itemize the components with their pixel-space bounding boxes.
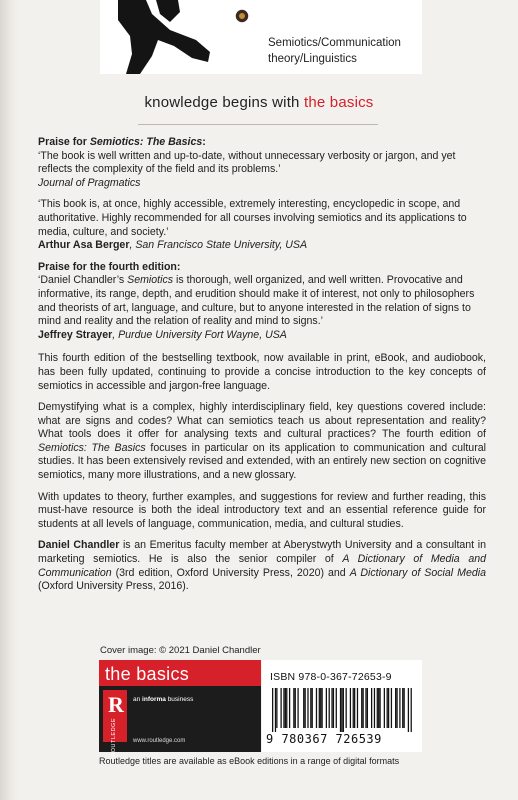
- description-paragraph-3: With updates to theory, further examples, and suggestions for review and further reading, this must-have resource is both the ideal introductory text and an essential reference guide for students at all levels of language, communication, media, and cultural studies.: [38, 490, 486, 530]
- barcode-bar: [320, 688, 321, 728]
- barcode-bar: [319, 688, 320, 728]
- praise-heading-2: Praise for the fourth edition:: [38, 260, 181, 273]
- praise-author-2: Arthur Asa Berger: [38, 239, 130, 252]
- barcode-bar: [305, 688, 306, 728]
- series-branding: [99, 660, 261, 757]
- praise-source-1: Journal of Pragmatics: [38, 176, 141, 189]
- barcode-bar: [286, 688, 287, 728]
- praise-heading-title: Semiotics: The Basics: [89, 136, 203, 148]
- author-name: Daniel Chandler: [38, 539, 120, 552]
- barcode-bar: [280, 688, 281, 728]
- barcode-bar: [329, 688, 330, 728]
- barcode-bar: [346, 688, 347, 728]
- logo-letter: R: [108, 692, 124, 717]
- barcode-bar: [316, 688, 317, 728]
- quote-3-start: ‘Daniel Chandler’s: [38, 274, 128, 287]
- praise-quote-2: ‘This book is, at once, highly accessible, extremely interesting, encyclopedic in scope, and authoritative. Highly recommended for all courses involving semiotics and its applications to media, culture, and society.’: [38, 198, 467, 238]
- barcode-bar: [295, 688, 296, 728]
- barcode-bar: [340, 688, 341, 732]
- routledge-logo-icon: [103, 690, 127, 757]
- barcode-bar: [285, 688, 286, 728]
- barcode-bar: [275, 688, 276, 732]
- barcode-bar: [411, 688, 412, 732]
- barcode-bar: [341, 688, 342, 732]
- barcode-bar: [361, 688, 362, 728]
- praise-quote-3: [38, 274, 486, 328]
- barcode-bar: [307, 688, 308, 728]
- tagline-highlight: the basics: [303, 94, 374, 111]
- barcode-bar: [365, 688, 366, 728]
- barcode-bar: [371, 688, 372, 728]
- author-bio-text-2: (3rd edition, Oxford University Press, 2020) and: [111, 566, 350, 579]
- author-bio-text-1: is an Emeritus faculty member at Aberystwyth University and a consultant in marketing semiotics. He is also the senior compiler of: [38, 539, 486, 566]
- series-title: the basics: [105, 664, 190, 684]
- praise-heading-1: [38, 136, 486, 150]
- quote-3-rest: is thorough, well organized, and well written. Provocative and informative, its range, depth, and erudition should make it of interest, not only to philosophers and theorists of art, language, and culture, but to anyone interested in the relation of signs to mind and reality and the relation of reality and mind to signs.’: [38, 274, 475, 328]
- description-2-rest: focuses in particular on its application to communication and cultural studies. It has been extensively revised and extended, with an entirely new section on cognitive semiotics, many more illustrations, and a new glossary.: [38, 441, 486, 482]
- informa-suffix: business: [165, 696, 194, 703]
- divider: [138, 124, 378, 125]
- description-2-start: Demystifying what is a complex, highly interdisciplinary field, key questions covered include: what are signs and codes? What can semiotics teach us about representation and reality? What tools does it offer for analysing texts and cultural practices? The fourth edition of: [38, 401, 486, 441]
- barcode-bar: [387, 688, 388, 728]
- barcode-bar: [276, 688, 277, 728]
- barcode-bar: [343, 688, 344, 732]
- praise-affiliation-2: , San Francisco State University, USA: [129, 239, 308, 252]
- subject-line-2: theory/Linguistics: [268, 53, 357, 65]
- barcode-bar: [388, 688, 389, 728]
- spine-shadow: [0, 0, 18, 800]
- description-2-title: Semiotics: The Basics: [38, 441, 146, 454]
- barcode-box: [262, 660, 422, 752]
- barcode-bar: [326, 688, 327, 728]
- informa-bold: informa: [142, 696, 166, 703]
- barcode-bar: [363, 688, 364, 728]
- barcode-bar: [321, 688, 322, 728]
- series-tagline: [0, 94, 518, 111]
- sculpture-figure-image: [100, 0, 260, 74]
- barcode-digits: 9 780367 726539: [266, 732, 382, 746]
- barcode-bar: [312, 688, 313, 728]
- barcode-bar: [353, 688, 354, 728]
- subject-category-box: [260, 0, 422, 74]
- praise-heading-prefix: Praise for: [38, 136, 90, 148]
- description-paragraph-2: [38, 401, 486, 483]
- barcode-bar: [367, 688, 368, 728]
- praise-affiliation-3: , Purdue University Fort Wayne, USA: [112, 328, 287, 341]
- barcode-bar: [350, 688, 351, 728]
- barcode-bar: [283, 688, 284, 728]
- barcode-bar: [399, 688, 400, 728]
- barcode-bar: [293, 688, 294, 728]
- author-bio: [38, 539, 486, 593]
- barcode-bar: [378, 688, 379, 728]
- praise-author-3: Jeffrey Strayer: [38, 328, 113, 341]
- barcode-bar: [404, 688, 405, 728]
- barcode-bar: [357, 688, 358, 728]
- subject-line-1: Semiotics/Communication: [268, 37, 401, 49]
- subject-category: [268, 35, 418, 67]
- cover-photo: [100, 0, 260, 74]
- tagline-prefix: knowledge begins with: [144, 94, 304, 111]
- barcode-bar: [272, 688, 273, 732]
- barcode-bar: [377, 688, 378, 728]
- barcode-bar: [402, 688, 403, 728]
- praise-quote-1: ‘The book is well written and up-to-date, without unnecessary verbosity or jargon, and yet reflects the complexity of the field and its problems.’: [38, 149, 456, 176]
- barcode-bar: [384, 688, 385, 728]
- quote-3-title: Semiotics: [127, 274, 174, 287]
- back-cover-text: [38, 136, 486, 594]
- barcode-bar: [408, 688, 409, 732]
- ebook-availability-note: Routledge titles are available as eBook editions in a range of digital formats: [99, 756, 400, 766]
- publisher-website: www.routledge.com: [133, 738, 186, 744]
- informa-prefix: an: [133, 696, 143, 703]
- barcode-bar: [379, 688, 380, 728]
- author-book-1: A Dictionary of Media and Communication: [38, 553, 486, 579]
- description-paragraph-1: This fourth edition of the bestselling textbook, now available in print, eBook, and audiobook, has been fully updated, continuing to provide a concise introduction to the key concepts of semiotics in accessible and jargon-free language.: [38, 352, 486, 392]
- barcode-bar: [310, 688, 311, 728]
- barcode-bar: [303, 688, 304, 728]
- publisher-block: [99, 686, 261, 757]
- isbn-label: ISBN 978-0-367-72653-9: [270, 671, 392, 683]
- barcode-bar: [336, 688, 337, 728]
- logo-word: ROUTLEDGE: [111, 718, 117, 757]
- informa-business-text: [133, 696, 193, 703]
- author-book-2: A Dictionary of Social Media: [349, 566, 486, 579]
- barcode-bar: [297, 688, 298, 728]
- cover-image-credit: Cover image: © 2021 Daniel Chandler: [100, 645, 261, 656]
- barcode-bar: [391, 688, 392, 728]
- barcode-icon: [272, 688, 412, 732]
- barcode-bar: [354, 688, 355, 728]
- barcode-bar: [333, 688, 334, 728]
- author-bio-text-3: (Oxford University Press, 2016).: [38, 580, 189, 593]
- barcode-bar: [395, 688, 396, 728]
- barcode-bar: [396, 688, 397, 728]
- barcode-bar: [331, 688, 332, 728]
- barcode-bar: [289, 688, 290, 728]
- barcode-bar: [374, 688, 375, 728]
- praise-heading-suffix: :: [202, 136, 206, 148]
